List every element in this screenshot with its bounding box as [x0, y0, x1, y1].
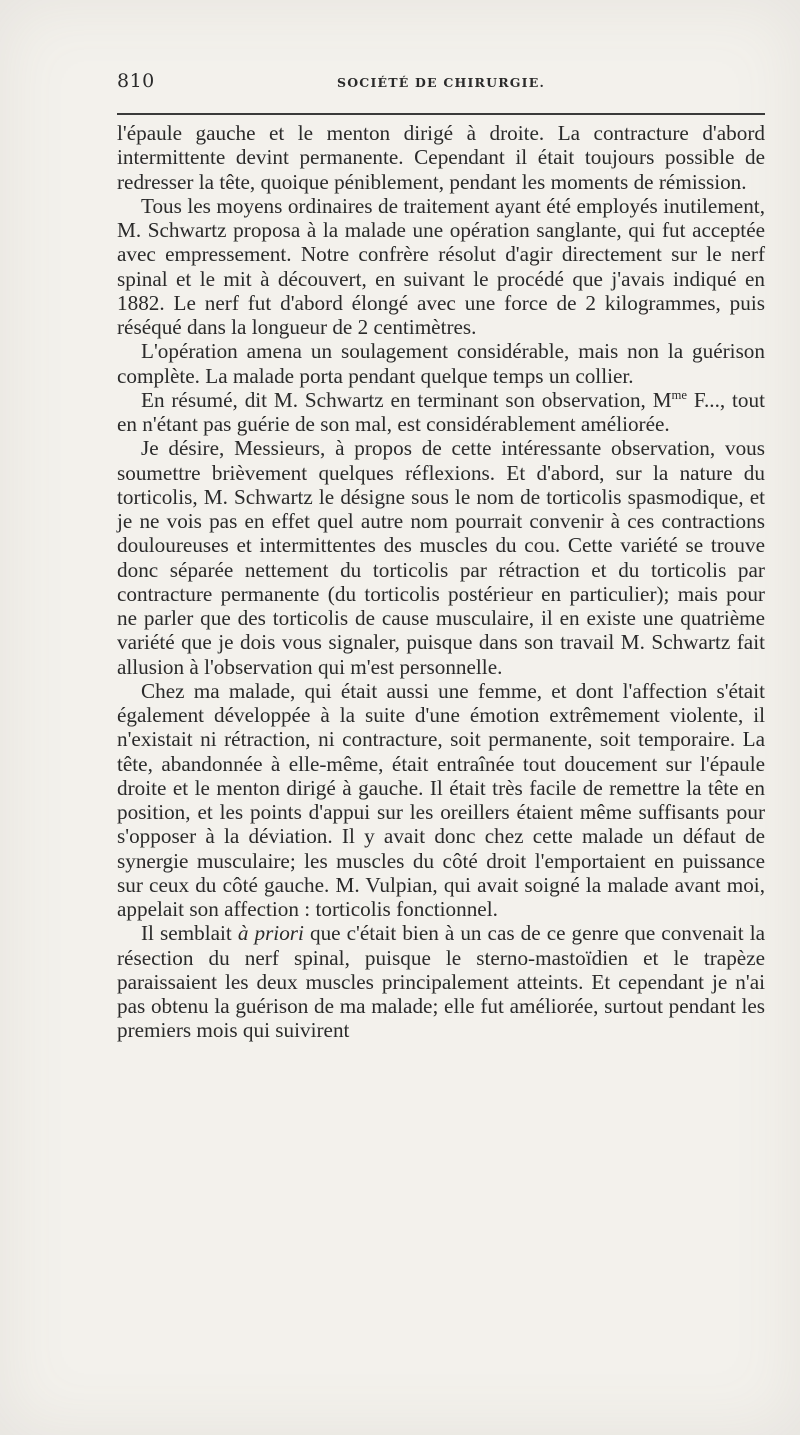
paragraph-text: Il semblait — [141, 921, 238, 946]
paragraph: Chez ma malade, qui était aussi une femme, et dont l'affection s'était également développée à la suite d'une émotion extrêmement violente, il n'existait ni rétraction, ni contracture, soit permanente, soit temporaire. La tête, abandonnée à elle-même, était entraînée tout doucement sur l'épaule droite et le menton dirigé à gauche. Il était très facile de remettre la tête en position, et les points d'appui sur les oreillers étaient même suffisants pour s'opposer à la déviation. Il y avait donc chez cette malade un défaut de synergie musculaire; les muscles du côté droit l'emportaient en puissance sur ceux du côté gauche. M. Vulpian, qui avait soigné la malade avant moi, appelait son affection : torticolis fonctionnel. — [117, 678, 765, 921]
paragraph: Je désire, Messieurs, à propos de cette intéressante observation, vous soumettre brièvement quelques réflexions. Et d'abord, sur la nature du torticolis, M. Schwartz le désigne sous le nom de torticolis spasmodique, et je ne vois pas en effet quel autre nom pourrait convenir à ces contractions douloureuses et intermittentes des muscles du cou. Cette variété se trouve donc séparée nettement du torticolis par rétraction et du torticolis par contracture permanente (du torticolis postérieur en particulier); mais pour ne parler que des torticolis de cause musculaire, il en existe une quatrième variété que je dois vous signaler, puisque dans son travail M. Schwartz fait allusion à l'observation qui m'est personnelle. — [117, 436, 765, 679]
paragraph — [117, 921, 765, 1042]
paragraph-text: F..., tout en n'étant pas guérie de son mal, est considérablement améliorée. — [117, 387, 765, 436]
paragraph: l'épaule gauche et le menton dirigé à droite. La contracture d'abord intermittente devint permanente. Cependant il était toujours possible de redresser la tête, quoique péniblement, pendant les moments de rémission. — [117, 121, 765, 194]
paragraph — [117, 388, 765, 437]
paragraph-text: que c'était bien à un cas de ce genre que convenait la résection du nerf spinal, puisque le sterno-mastoïdien et le trapèze paraissaient les deux muscles principalement atteints. Et cependant je n'ai pas obtenu la guérison de ma malade; elle fut améliorée, surtout pendant les premiers mois qui suivirent — [117, 921, 765, 1043]
header-rule — [117, 113, 765, 115]
paragraph: L'opération amena un soulagement considérable, mais non la guérison complète. La malade porta pendant quelque temps un collier. — [117, 339, 765, 388]
page-number: 810 — [117, 70, 155, 92]
paragraph: Tous les moyens ordinaires de traitement ayant été employés inutilement, M. Schwartz proposa à la malade une opération sanglante, qui fut acceptée avec empressement. Notre confrère résolut d'agir directement sur le nerf spinal et le mit à découvert, en suivant le procédé que j'avais indiqué en 1882. Le nerf fut d'abord élongé avec une force de 2 kilogrammes, puis réséqué dans la longueur de 2 centimètres. — [117, 193, 765, 339]
italic-phrase: à priori — [237, 921, 304, 946]
body-text — [117, 121, 765, 1043]
paragraph-text: En résumé, dit M. Schwartz en terminant son observation, M — [141, 387, 672, 412]
page-header — [117, 70, 765, 98]
running-title: SOCIÉTÉ DE CHIRURGIE. — [336, 75, 546, 90]
superscript: me — [671, 387, 688, 402]
